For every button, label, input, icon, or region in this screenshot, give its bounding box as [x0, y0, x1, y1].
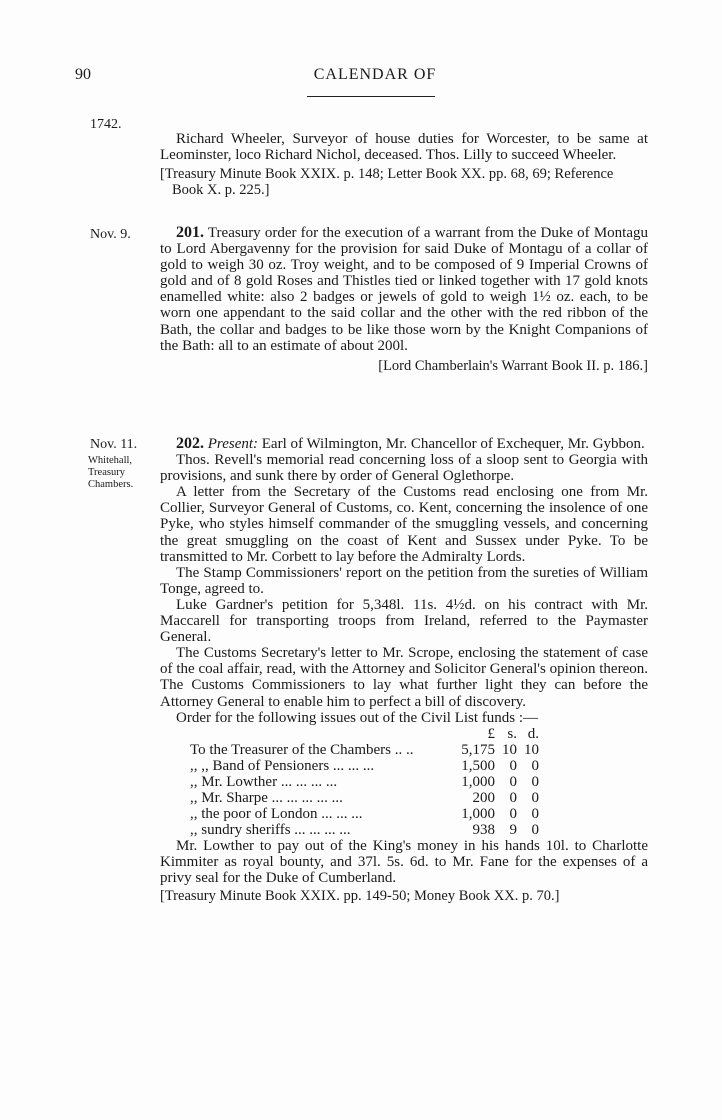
- entry-201: [160, 225, 648, 374]
- table-row: ,, Mr. Lowther ... ... ... ... 1,000 0 0: [190, 773, 539, 790]
- entry-number: 201.: [176, 224, 204, 241]
- closing-paragraph: Mr. Lowther to pay out of the King's money in his hands 10l. to Charlotte Kimmiter as royal bounty, and 37l. 5s. 6d. to Mr. Fane for the expenses of a privy seal for the Duke of Cumberland.: [160, 837, 648, 886]
- margin-date-201: Nov. 9.: [90, 227, 131, 242]
- entry-text: Richard Wheeler, Surveyor of house duties for Worcester, to be same at Leominster, loco Richard Nichol, deceased. Thos. Lilly to succeed Wheeler.: [160, 131, 648, 164]
- col-pence: d.: [527, 725, 539, 742]
- issues-header: [190, 726, 539, 742]
- margin-place-line: Chambers.: [88, 479, 134, 490]
- margin-year: 1742.: [90, 117, 122, 132]
- entry-text: Treasury order for the execution of a warrant from the Duke of Montagu to Lord Abergavenny for the provision for said Duke of Montagu of a collar of gold to weigh 30 oz. Troy weight, and to be composed of 9 Imperial Crowns of gold and of 8 gold Roses and Thistles tied or linked together with 17 gold knots enamelled white: also 2 badges or jewels of gold to weigh 1½ oz. each, to be worn one appendant to the said collar and the other with the red ribbon of the Bath, the collar and badges to be like those worn by the Knight Companions of the Bath: all to an estimate of about 200l.: [160, 225, 649, 354]
- margin-place-line: Treasury: [88, 467, 125, 478]
- entry-citation: [Treasury Minute Book XXIX. p. 148; Letter Book XX. pp. 68, 69; Reference Book X. p. 225.]: [160, 166, 614, 199]
- paragraph: A letter from the Secretary of the Customs read enclosing one from Mr. Collier, Surveyor General of Customs, co. Kent, concerning the insolence of one Pyke, who styles himself commander of the smuggling vessels, and concerning the great smuggling on the coast of Kent and Sussex under Pyke. To be transmitted to Mr. Corbett to lay before the Admiralty Lords.: [160, 484, 648, 565]
- entry-202: [160, 436, 648, 904]
- entry-number: 202.: [176, 435, 204, 452]
- paragraph: Thos. Revell's memorial read concerning loss of a sloop sent to Georgia with provisions, and sunk there by order of General Oglethorpe.: [160, 452, 648, 485]
- paragraph: The Stamp Commissioners' report on the petition from the sureties of William Tonge, agreed to.: [160, 564, 648, 597]
- table-row: To the Treasurer of the Chambers .. .. 5,175 10 10: [190, 741, 539, 758]
- margin-place-line: Whitehall,: [88, 455, 133, 466]
- col-shillings: s.: [507, 725, 517, 742]
- page-number: 90: [75, 66, 91, 83]
- present-label: Present:: [207, 436, 259, 452]
- issues-table: [190, 726, 539, 838]
- col-pounds: £: [487, 725, 495, 742]
- paragraph: Order for the following issues out of the Civil List funds :—: [176, 709, 539, 726]
- running-title: CALENDAR OF: [313, 66, 437, 83]
- paragraph: Luke Gardner's petition for 5,348l. 11s. 4½d. on his contract with Mr. Maccarell for transporting troops from Ireland, referred to the Paymaster General.: [160, 596, 648, 646]
- table-row: ,, sundry sheriffs ... ... ... ... 938 9 0: [190, 821, 539, 838]
- table-row: ,, Mr. Sharpe ... ... ... ... ... 200 0 0: [190, 789, 539, 806]
- paragraph: The Customs Secretary's letter to Mr. Scrope, enclosing the statement of case of the coal affair, read, with the Attorney and Solicitor General's opinion thereon. The Customs Commissioners to lay what further light they can before the Attorney General to enable him to perfect a bill of discovery.: [160, 645, 648, 710]
- table-row: ,, ,, Band of Pensioners ... ... ... 1,500 0 0: [190, 757, 539, 774]
- margin-date-202: Nov. 11.: [90, 437, 138, 452]
- entry-citation: [Lord Chamberlain's Warrant Book II. p. 186.]: [378, 357, 648, 374]
- entry-intro: [160, 131, 648, 198]
- entry-citation: [Treasury Minute Book XXIX. pp. 149-50; Money Book XX. p. 70.]: [160, 887, 560, 904]
- margin-place-202: [88, 455, 133, 491]
- table-row: ,, the poor of London ... ... ... 1,000 0 0: [190, 805, 539, 822]
- header-rule: [307, 96, 435, 97]
- present-list: Earl of Wilmington, Mr. Chancellor of Exchequer, Mr. Gybbon.: [261, 436, 645, 452]
